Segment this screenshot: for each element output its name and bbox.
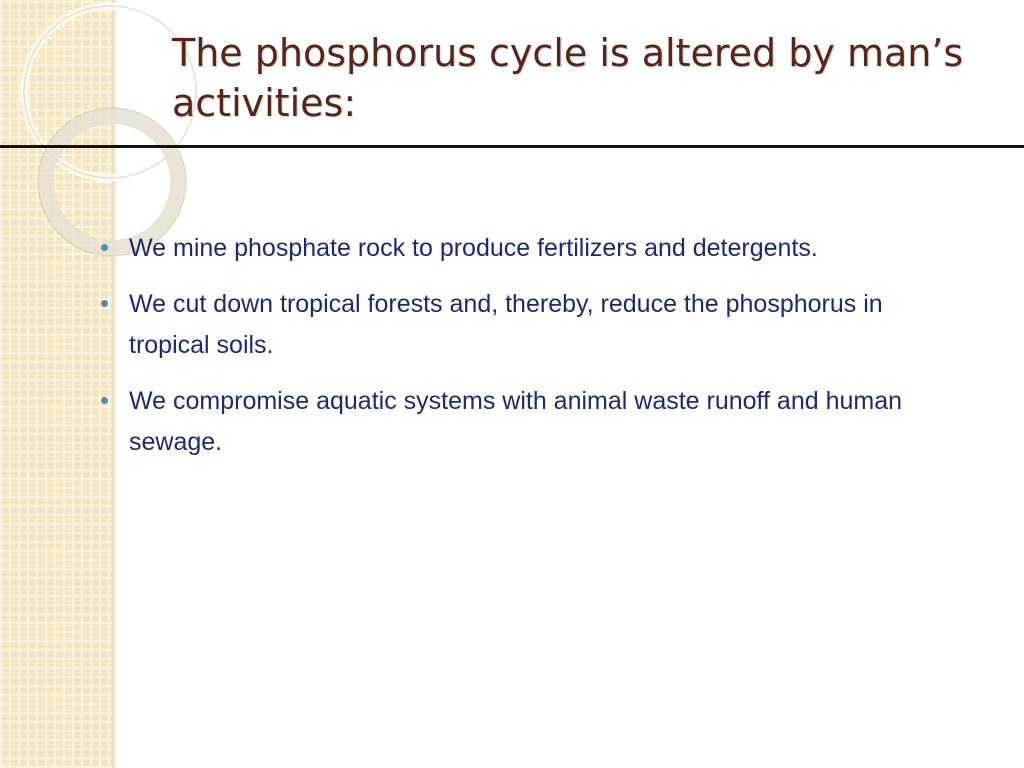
decorative-rings — [0, 0, 200, 260]
bullet-text: We cut down tropical forests and, thereby, reduce the phosphorus in tropical soils. — [129, 290, 883, 359]
slide-title: The phosphorus cycle is altered by man’s activities: — [172, 31, 964, 125]
bullet-dot-icon — [101, 397, 108, 404]
bullet-item — [100, 228, 950, 269]
bullet-item — [100, 381, 950, 463]
bullet-dot-icon — [101, 300, 108, 307]
bullet-text: We mine phosphate rock to produce fertilizers and detergents. — [129, 234, 818, 262]
bullet-dot-icon — [101, 244, 108, 251]
bullet-item — [100, 284, 950, 366]
title-divider — [0, 145, 1024, 148]
bullet-text: We compromise aquatic systems with animal waste runoff and human sewage. — [129, 387, 903, 456]
bullet-list — [100, 228, 950, 478]
